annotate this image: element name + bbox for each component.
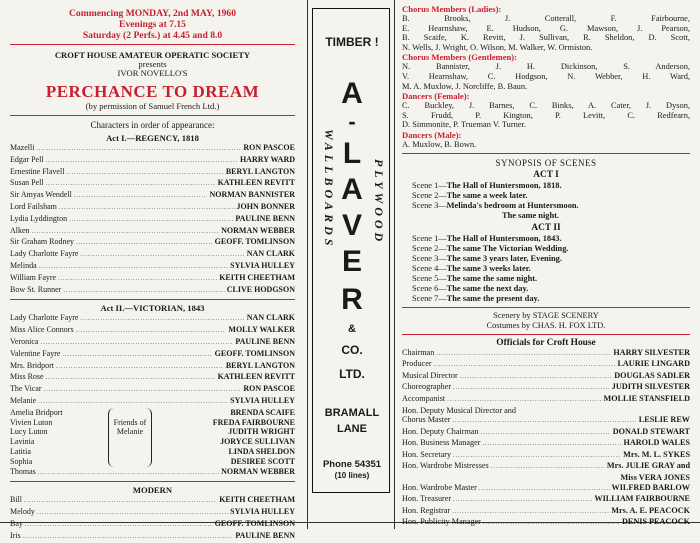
divider-left <box>307 0 308 529</box>
official-row <box>402 348 690 360</box>
leader-dots <box>452 415 636 427</box>
scene-number: Scene 3— <box>412 253 447 263</box>
cast-row <box>10 467 295 479</box>
leader-dots <box>46 155 238 167</box>
scene-title: The Hall of Huntersmoon, 1843. <box>446 233 562 243</box>
chorus-gents-heading: Chorus Members (Gentlemen): <box>402 52 518 63</box>
dancers-female-list <box>402 101 690 130</box>
official-role: Hon. Wardrobe Master <box>402 482 477 492</box>
costumes-credit: Costumes by CHAS. H. FOX LTD. <box>486 320 606 330</box>
scene-number: Scene 7— <box>412 293 447 303</box>
role-name: Bow St. Runner <box>10 284 62 294</box>
advert-ltd: LTD. <box>339 367 365 381</box>
scene-title: Melinda's bedroom at Huntersmoon. <box>446 200 579 210</box>
scene-line <box>402 191 690 201</box>
role-name: William Fayre <box>10 272 57 282</box>
leader-dots <box>434 359 616 371</box>
friend-actor: JORYCE SULLIVAN <box>220 437 295 447</box>
official-person: HARRY SILVESTER <box>613 347 690 357</box>
role-name: Mrs. Bridport <box>10 360 54 370</box>
advert-lines: (10 lines) <box>334 471 370 480</box>
friend-role: Latitia <box>10 446 31 456</box>
rule <box>402 334 690 335</box>
actor-name: NORMAN WEBBER <box>221 225 295 235</box>
leader-dots <box>46 372 216 384</box>
leader-dots <box>23 531 234 543</box>
leader-dots <box>80 249 244 261</box>
leader-dots <box>32 226 220 238</box>
advert-panel <box>312 0 390 529</box>
leader-dots <box>69 214 233 226</box>
cast-row <box>10 226 295 238</box>
actor-name: PAULINE BENN <box>235 336 295 346</box>
cast-row <box>10 495 295 507</box>
modern-heading: MODERN <box>132 485 173 496</box>
name-line: V. Hearnshaw, C. Hodgson, N. Webber, H. Ward, <box>402 71 690 81</box>
role-name: Miss Rose <box>10 372 44 382</box>
official-role: Choreographer <box>402 382 452 392</box>
leader-dots <box>58 273 217 285</box>
act2-heading: Act II.—VICTORIAN, 1843 <box>100 303 205 314</box>
actor-name: HARRY WARD <box>239 154 295 164</box>
scene-number: Scene 6— <box>412 283 447 293</box>
presents-text: presents <box>138 59 167 69</box>
modern-cast-list <box>10 495 295 542</box>
official-person: DOUGLAS SADLER <box>614 370 690 380</box>
rule <box>10 115 295 116</box>
dancers-male-list <box>402 140 690 150</box>
role-name: Veronica <box>10 336 39 346</box>
act2-cast-list <box>10 313 295 407</box>
advert-co: CO. <box>341 343 363 357</box>
official-role: Musical Director <box>402 370 458 380</box>
role-name: Susan Pell <box>10 178 44 188</box>
scenery-credit: Scenery by STAGE SCENERY <box>493 310 599 320</box>
leader-dots <box>44 384 242 396</box>
scene-line <box>402 201 690 211</box>
advert-letter: E <box>341 245 362 278</box>
scene-line <box>402 264 690 274</box>
synopsis-act1-heading: ACT I <box>533 169 559 180</box>
actor-name: JOHN BONNER <box>236 201 295 211</box>
show-title: PERCHANCE TO DREAM <box>45 82 260 101</box>
officials-heading: Officials for Croft House <box>496 337 596 348</box>
cast-row <box>10 285 295 297</box>
advert-letter: A <box>341 173 363 206</box>
role-name: Iris <box>10 530 21 540</box>
friend-actor: JUDITH WRIGHT <box>228 427 295 437</box>
leader-dots <box>36 143 241 155</box>
actor-name: NAN CLARK <box>246 249 295 259</box>
role-name: Melinda <box>10 260 37 270</box>
official-role: Hon. Publicity Manager <box>402 517 481 527</box>
friend-role: Lucy Luton <box>10 427 48 437</box>
role-name: Lord Failsham <box>10 201 57 211</box>
official-row <box>402 427 690 439</box>
cast-page <box>0 0 305 540</box>
name-line: D. Simmonite, P. Trueman V. Turner. <box>402 120 526 130</box>
leader-dots <box>59 202 235 214</box>
official-row <box>402 394 690 406</box>
official-person: JUDITH SILVESTER <box>611 382 690 392</box>
actor-name: RON PASCOE <box>243 143 295 152</box>
advert-ampersand: & <box>348 323 356 335</box>
actor-name: KEITH CHEETHAM <box>219 272 295 282</box>
scene-number: Scene 1— <box>412 180 447 190</box>
official-person: WILFRED BARLOW <box>611 482 690 492</box>
leader-dots <box>37 507 228 519</box>
cast-heading: Characters in order of appearance: <box>90 120 215 130</box>
actor-name: SYLVIA HULLEY <box>230 395 295 405</box>
official-person: LESLIE REW <box>638 415 690 425</box>
date-line: Commencing MONDAY, 2nd MAY, 1960 <box>68 8 237 19</box>
official-person: Miss VERA JONES <box>620 473 690 483</box>
official-person: HAROLD WALES <box>623 438 690 448</box>
leader-dots <box>481 427 611 439</box>
cast-row <box>10 167 295 179</box>
leader-dots <box>453 382 610 394</box>
leader-dots <box>62 349 212 361</box>
role-name: Thomas <box>10 466 36 476</box>
leader-dots <box>491 461 605 473</box>
saturday-line: Saturday (2 Perfs.) at 4.45 and 8.0 <box>82 30 223 41</box>
scene-number: Scene 1— <box>412 233 447 243</box>
advert-street2: LANE <box>337 423 367 435</box>
leader-dots <box>460 371 613 383</box>
cast-row <box>10 143 295 155</box>
cast-row <box>10 155 295 167</box>
role-name: Edgar Pell <box>10 154 44 164</box>
scene-line <box>402 254 690 264</box>
leader-dots <box>40 337 233 349</box>
advert-timber: TIMBER ! <box>325 35 379 49</box>
cast-row <box>10 214 295 226</box>
rule <box>10 481 295 482</box>
chorus-ladies-list <box>402 14 690 52</box>
official-person: DENIS PEACOCK <box>621 517 690 527</box>
official-role: Accompanist <box>402 393 446 403</box>
role-name: Ernestine Flavell <box>10 166 65 176</box>
name-line: B. Brooks, J. Cotterall, F. Fairbourne, <box>402 14 690 23</box>
cast-row <box>10 178 295 190</box>
actor-name: NORMAN BANNISTER <box>209 190 295 200</box>
actor-name: CLIVE HODGSON <box>226 284 295 294</box>
friend-role: Vivien Luton <box>10 417 53 427</box>
actor-name: GEOFF. TOMLINSON <box>214 518 295 528</box>
actor-name: PAULINE BENN <box>235 530 295 540</box>
scene-number: Scene 2— <box>412 190 447 200</box>
evening-line: Evenings at 7.15 <box>119 19 186 30</box>
synopsis-heading: SYNOPSIS OF SCENES <box>495 157 597 168</box>
official-role: Hon. Deputy Musical Director and <box>402 405 516 415</box>
friends-roles <box>10 408 108 467</box>
role-name: Melanie <box>10 395 37 405</box>
scene-number: Scene 2— <box>412 243 447 253</box>
cast-row <box>10 202 295 214</box>
role-name: Bill <box>10 495 23 505</box>
role-name: Mazelli <box>10 143 35 152</box>
actor-name: BERYL LANGTON <box>225 360 295 370</box>
role-name: Lady Charlotte Fayre <box>10 249 79 259</box>
friend-actor: FREDA FAIRBOURNE <box>212 417 295 427</box>
leader-dots <box>436 348 611 360</box>
cast-row <box>10 361 295 373</box>
leader-dots <box>447 394 601 406</box>
name-line: N. Wells, J. Wright, O. Wilson, M. Walker, W. Ormiston. <box>402 42 593 52</box>
divider-right <box>394 0 395 529</box>
official-role: Chairman <box>402 347 435 357</box>
actor-name: KATHLEEN REVITT <box>217 372 295 382</box>
synopsis-act2-heading: ACT II <box>531 222 561 233</box>
author-text: IVOR NOVELLO'S <box>117 68 188 78</box>
actor-name: SYLVIA HULLEY <box>230 260 295 270</box>
actor-name: KEITH CHEETHAM <box>219 495 295 505</box>
advert-letter: - <box>348 109 356 134</box>
scene-line <box>402 294 690 304</box>
leader-dots <box>39 261 228 273</box>
leader-dots <box>74 190 208 202</box>
scene-line <box>402 181 690 191</box>
scene-title: The Hall of Huntersmoon, 1818. <box>446 180 562 190</box>
leader-dots <box>38 467 219 479</box>
scene-line <box>402 244 690 254</box>
leader-dots <box>452 506 609 518</box>
advert-wallboards: WALLBOARDS <box>322 129 336 250</box>
advert-plywood: PLYWOOD <box>372 159 386 246</box>
cast-row <box>10 273 295 285</box>
friend-actor: LINDA SHELDON <box>228 446 295 456</box>
name-line: E. Hearnshaw, E. Hudson, G. Mawson, J. Pearson, <box>402 23 690 33</box>
official-row <box>402 461 690 473</box>
official-person: Mrs. JULIE GRAY and <box>606 461 690 471</box>
advert-phone: Phone 54351 <box>322 459 382 470</box>
role-name: Valentine Fayre <box>10 348 61 358</box>
official-role: Producer <box>402 359 432 369</box>
leader-dots <box>38 396 228 408</box>
official-row <box>402 382 690 394</box>
act1-cast-list <box>10 143 295 296</box>
official-row <box>402 450 690 462</box>
actor-name: GEOFF. TOMLINSON <box>214 237 295 247</box>
cast-row <box>10 396 295 408</box>
scene-title: The same 3 weeks later. <box>446 263 531 273</box>
after-friends-list <box>10 467 295 479</box>
act1-heading: Act I.—REGENCY, 1818 <box>106 133 199 143</box>
official-row <box>402 506 690 518</box>
name-line: B. Scaife, K. Revitt, J. Sullivan, R. Sheldon, D. Scott, <box>402 33 690 43</box>
leader-dots <box>76 325 227 337</box>
cast-row <box>10 337 295 349</box>
scene-title: The same 3 years later, Evening. <box>446 253 562 263</box>
leader-dots <box>76 237 213 249</box>
rule <box>10 299 295 300</box>
leader-dots <box>24 495 217 507</box>
dancers-female-heading: Dancers (Female): <box>402 91 470 102</box>
cast-row <box>10 190 295 202</box>
advert-letter: R <box>341 283 363 316</box>
officials-list <box>402 348 690 530</box>
scene-line <box>402 234 690 244</box>
chorus-ladies-heading: Chorus Members (Ladies): <box>402 4 502 14</box>
leader-dots <box>46 178 216 190</box>
official-row <box>402 438 690 450</box>
official-row <box>402 483 690 495</box>
actor-name: BERYL LANGTON <box>225 166 295 176</box>
scene-line <box>402 284 690 294</box>
role-name: Bay <box>10 518 23 528</box>
official-role: Hon. Secretary <box>402 449 452 459</box>
official-row <box>402 517 690 529</box>
cast-row <box>10 507 295 519</box>
advert-letter: A <box>341 77 363 110</box>
official-person: Mrs. A. E. PEACOCK <box>611 505 690 515</box>
leader-dots <box>56 361 224 373</box>
permission-note: (by permission of Samuel French Ltd.) <box>85 101 220 111</box>
name-line: M. A. Muxlow, J. Norcliffe, B. Baun. <box>402 81 528 91</box>
leader-dots <box>479 483 610 495</box>
society-name: CROFT HOUSE AMATEUR OPERATIC SOCIETY <box>54 50 251 60</box>
official-role: Hon. Business Manager <box>402 438 481 448</box>
official-row <box>402 494 690 506</box>
official-person: DONALD STEWART <box>612 426 690 436</box>
actor-name: GEOFF. TOMLINSON <box>214 348 295 358</box>
actor-name: KATHLEEN REVITT <box>217 178 295 188</box>
friend-role: Amelia Bridport <box>10 407 63 417</box>
role-name: Lydia Lyddington <box>10 213 68 223</box>
cast-row <box>10 325 295 337</box>
chorus-gents-list <box>402 62 690 91</box>
leader-dots <box>80 313 244 325</box>
official-role: Hon. Deputy Chairman <box>402 426 479 436</box>
official-role: Hon. Wardrobe Mistresses <box>402 461 489 471</box>
leader-dots <box>453 494 592 506</box>
official-row <box>402 415 690 427</box>
actor-name: NORMAN WEBBER <box>221 466 295 476</box>
friend-role: Lavinia <box>10 437 35 447</box>
role-name: Melody <box>10 507 35 517</box>
advert-street1: BRAMALL <box>324 407 380 419</box>
advert-letter: L <box>342 137 362 170</box>
act1-scenes <box>402 181 690 211</box>
leader-dots <box>63 285 224 297</box>
leader-dots <box>483 517 620 529</box>
official-row <box>402 406 690 416</box>
role-name: Miss Alice Connors <box>10 325 74 335</box>
leader-dots <box>453 450 621 462</box>
friends-actors <box>152 408 295 467</box>
performance-dates <box>10 8 295 41</box>
role-name: Alken <box>10 225 30 235</box>
official-role: Chorus Master <box>402 415 451 425</box>
leader-dots <box>66 167 223 179</box>
actor-name: RON PASCOE <box>243 384 295 394</box>
scene-title: The same the same night. <box>446 273 538 283</box>
name-line: S. Frudd, P. Kington, P. Levitt, C. Redfearn, <box>402 110 690 120</box>
friend-role: Sophia <box>10 456 33 466</box>
actor-name: PAULINE BENN <box>235 213 295 223</box>
rule <box>402 153 690 154</box>
actor-name: SYLVIA HULLEY <box>230 507 295 517</box>
cast-row <box>10 249 295 261</box>
advert-letter: V <box>341 209 362 242</box>
cast-row <box>10 349 295 361</box>
friends-of-melanie <box>10 408 295 467</box>
rule <box>402 307 690 308</box>
actor-name: MOLLY WALKER <box>228 325 295 335</box>
official-row <box>402 371 690 383</box>
name-line: C. Buckley, J. Barnes, C. Binks, A. Cater, J. Dyson, <box>402 101 690 111</box>
scene-title: The same a week later. <box>446 190 528 200</box>
cast-row <box>10 372 295 384</box>
name-line: N. Bannister, J. H. Dickinson, S. Anderson, <box>402 62 690 72</box>
friend-actor: BRENDA SCAIFE <box>230 407 295 417</box>
scene-number: Scene 4— <box>412 263 447 273</box>
advert-box <box>312 8 390 493</box>
official-person: WILLIAM FAIRBOURNE <box>594 494 690 504</box>
dancers-male-heading: Dancers (Male): <box>402 129 462 140</box>
friend-actor: DESIREE SCOTT <box>230 456 295 466</box>
official-person: Mrs. M. L. SYKES <box>623 449 690 459</box>
chorus-and-synopsis-page <box>398 0 700 529</box>
scene-title: The same the present day. <box>446 293 540 303</box>
official-person: MOLLIE STANSFIELD <box>603 393 690 403</box>
role-name: Lady Charlotte Fayre <box>10 313 79 323</box>
cast-row <box>10 531 295 543</box>
scene-number: Scene 5— <box>412 273 447 283</box>
cast-row <box>10 237 295 249</box>
official-role: Hon. Treasurer <box>402 494 452 504</box>
scene-title: The same the next day. <box>446 283 529 293</box>
role-name: Sir Amyas Wendell <box>10 190 72 200</box>
scene-number: Scene 3— <box>412 200 447 210</box>
official-role: Hon. Registrar <box>402 505 451 515</box>
scene-line <box>402 274 690 284</box>
cast-row <box>10 384 295 396</box>
cast-row <box>10 261 295 273</box>
official-row <box>402 359 690 371</box>
name-line: A. Muxlow, B. Bown. <box>402 139 477 149</box>
role-name: Sir Graham Rodney <box>10 237 74 247</box>
leader-dots <box>482 438 621 450</box>
cast-row <box>10 313 295 325</box>
rule <box>10 44 295 45</box>
actor-name: NAN CLARK <box>246 313 295 323</box>
official-person: LAURIE LINGARD <box>617 359 690 369</box>
act1-scene3-tail: The same night. <box>502 210 560 220</box>
act2-scenes <box>402 234 690 304</box>
role-name: The Vicar <box>10 384 42 394</box>
scene-title: The same The Victorian Wedding. <box>446 243 569 253</box>
friends-label: Friends of Melanie <box>108 408 152 467</box>
